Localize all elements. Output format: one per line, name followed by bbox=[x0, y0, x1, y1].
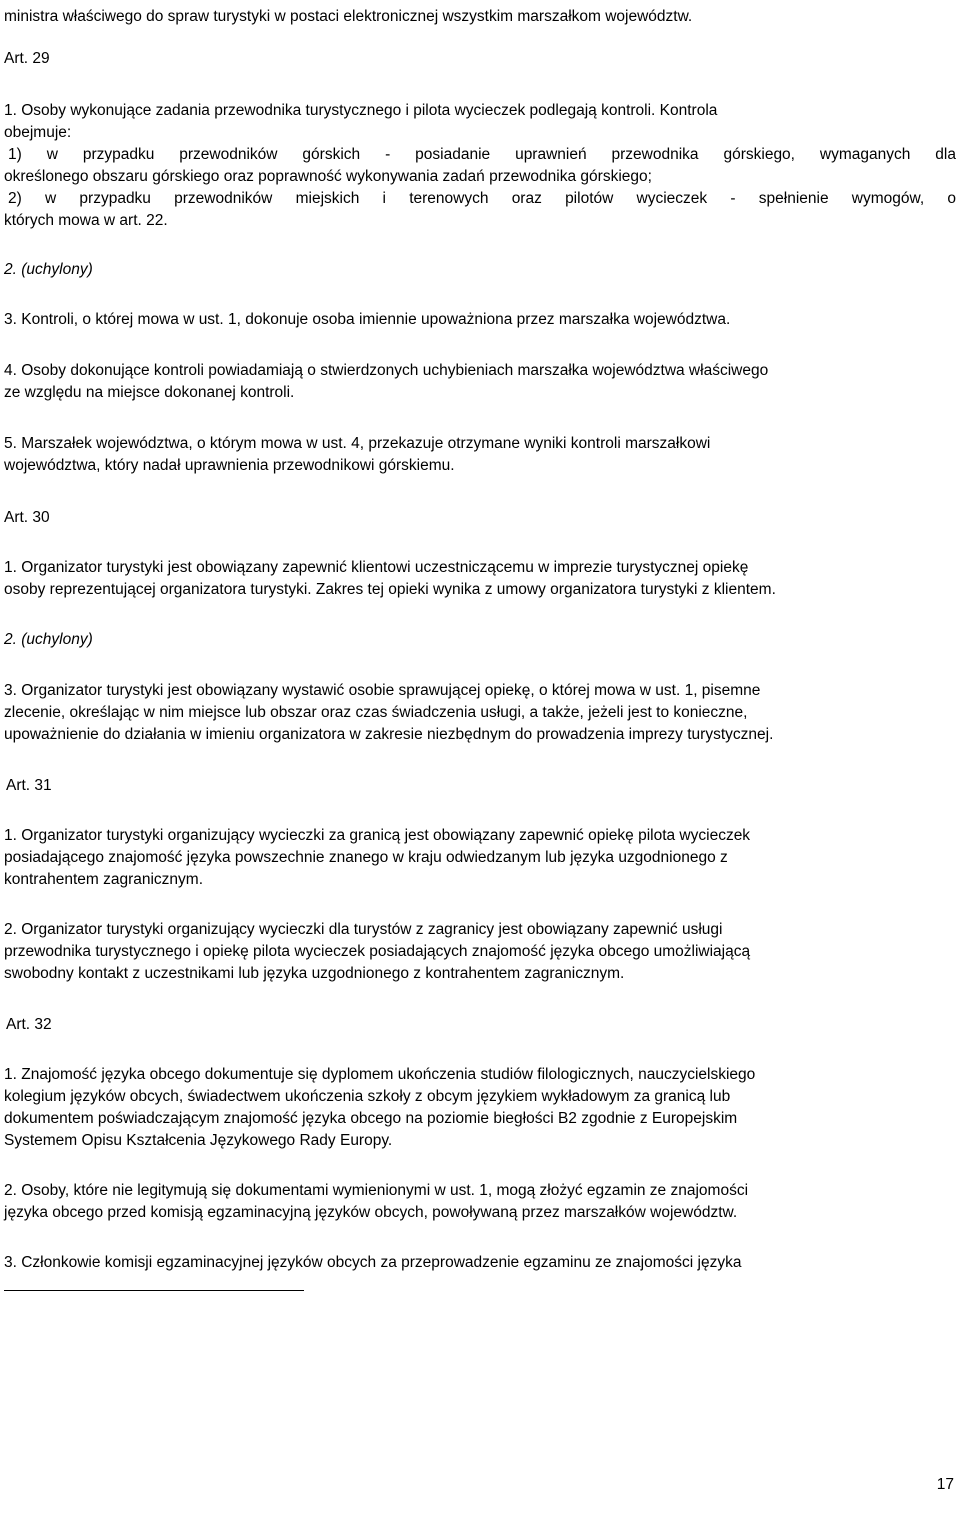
text-line: 1. Organizator turystyki organizujący wycieczki za granicą jest obowiązany zapewnić opiekę pilota wycieczek bbox=[4, 827, 751, 844]
text-line: 2. (uchylony) bbox=[4, 261, 93, 278]
text-line: 2. (uchylony) bbox=[4, 631, 93, 648]
article-heading-29: Art. 29 bbox=[4, 50, 50, 67]
text-line: 1. Znajomość języka obcego dokumentuje się dyplomem ukończenia studiów filologicznych, nauczycielskiego bbox=[4, 1066, 756, 1083]
text-line: 2) w przypadku przewodników miejskich i terenowych oraz pilotów wycieczek - spełnienie wymogów, o bbox=[8, 190, 956, 207]
article-heading-30: Art. 30 bbox=[4, 509, 50, 526]
text-line: kontrahentem zagranicznym. bbox=[4, 871, 204, 888]
text-line: przewodnika turystycznego i opiekę pilota wycieczek posiadających znajomość języka obcego umożliwiającą bbox=[4, 943, 751, 960]
text-line: posiadającego znajomość języka powszechnie znanego w kraju odwiedzanym lub języka uzgodnionego z bbox=[4, 849, 728, 866]
footnote-separator bbox=[4, 1290, 304, 1291]
text-line: 3. Organizator turystyki jest obowiązany wystawić osobie sprawującej opiekę, o której mowa w ust. 1, pisemne bbox=[4, 682, 761, 699]
text-line: 5. Marszałek województwa, o którym mowa w ust. 4, przekazuje otrzymane wyniki kontroli marszałkowi bbox=[4, 435, 711, 452]
article-heading-32: Art. 32 bbox=[6, 1016, 52, 1033]
text-line: Systemem Opisu Kształcenia Językowego Rady Europy. bbox=[4, 1132, 393, 1149]
text-line: 3. Członkowie komisji egzaminacyjnej języków obcych za przeprowadzenie egzaminu ze znajomości języka bbox=[4, 1254, 742, 1271]
text-line: 1. Osoby wykonujące zadania przewodnika turystycznego i pilota wycieczek podlegają kontroli. Kontrola bbox=[4, 102, 718, 119]
text-line: ze względu na miejsce dokonanej kontroli. bbox=[4, 384, 295, 401]
text-line: których mowa w art. 22. bbox=[4, 212, 168, 229]
text-line: obejmuje: bbox=[4, 124, 72, 141]
text-line: 1. Organizator turystyki jest obowiązany zapewnić klientowi uczestniczącemu w imprezie turystycznej opiekę bbox=[4, 559, 749, 576]
text-line: określonego obszaru górskiego oraz poprawność wykonywania zadań przewodnika górskiego; bbox=[4, 168, 652, 185]
article-heading-31: Art. 31 bbox=[6, 777, 52, 794]
text-line: 2. Osoby, które nie legitymują się dokumentami wymienionymi w ust. 1, mogą złożyć egzamin ze znajomości bbox=[4, 1182, 749, 1199]
text-line: zlecenie, określając w nim miejsce lub obszar oraz czas świadczenia usługi, a także, jeżeli jest to konieczne, bbox=[4, 704, 748, 721]
text-line: osoby reprezentującej organizatora turystyki. Zakres tej opieki wynika z umowy organizatora turystyki z klientem. bbox=[4, 581, 776, 598]
text-line: 2. Organizator turystyki organizujący wycieczki dla turystów z zagranicy jest obowiązany zapewnić usługi bbox=[4, 921, 723, 938]
text-line: dokumentem poświadczającym znajomość języka obcego na poziomie biegłości B2 zgodnie z Europejskim bbox=[4, 1110, 738, 1127]
text-line: województwa, który nadał uprawnienia przewodnikowi górskiemu. bbox=[4, 457, 455, 474]
text-line: języka obcego przed komisją egzaminacyjną języków obcych, powoływaną przez marszałków województw. bbox=[4, 1204, 738, 1221]
text-line: 4. Osoby dokonujące kontroli powiadamiają o stwierdzonych uchybieniach marszałka województwa właściwego bbox=[4, 362, 769, 379]
page-number: 17 bbox=[936, 1476, 954, 1493]
text-line: kolegium języków obcych, świadectwem ukończenia szkoły z obcym językiem wykładowym za granicą lub bbox=[4, 1088, 731, 1105]
text-line: 3. Kontroli, o której mowa w ust. 1, dokonuje osoba imiennie upoważniona przez marszałka województwa. bbox=[4, 311, 731, 328]
text-line: ministra właściwego do spraw turystyki w postaci elektronicznej wszystkim marszałkom województw. bbox=[4, 8, 693, 25]
text-line: upoważnienie do działania w imieniu organizatora w zakresie niezbędnym do prowadzenia imprezy turystycznej. bbox=[4, 726, 774, 743]
text-line: 1) w przypadku przewodników górskich - posiadanie uprawnień przewodnika górskiego, wymaganych dla bbox=[8, 146, 956, 163]
text-line: swobodny kontakt z uczestnikami lub języka uzgodnionego z kontrahentem zagranicznym. bbox=[4, 965, 625, 982]
